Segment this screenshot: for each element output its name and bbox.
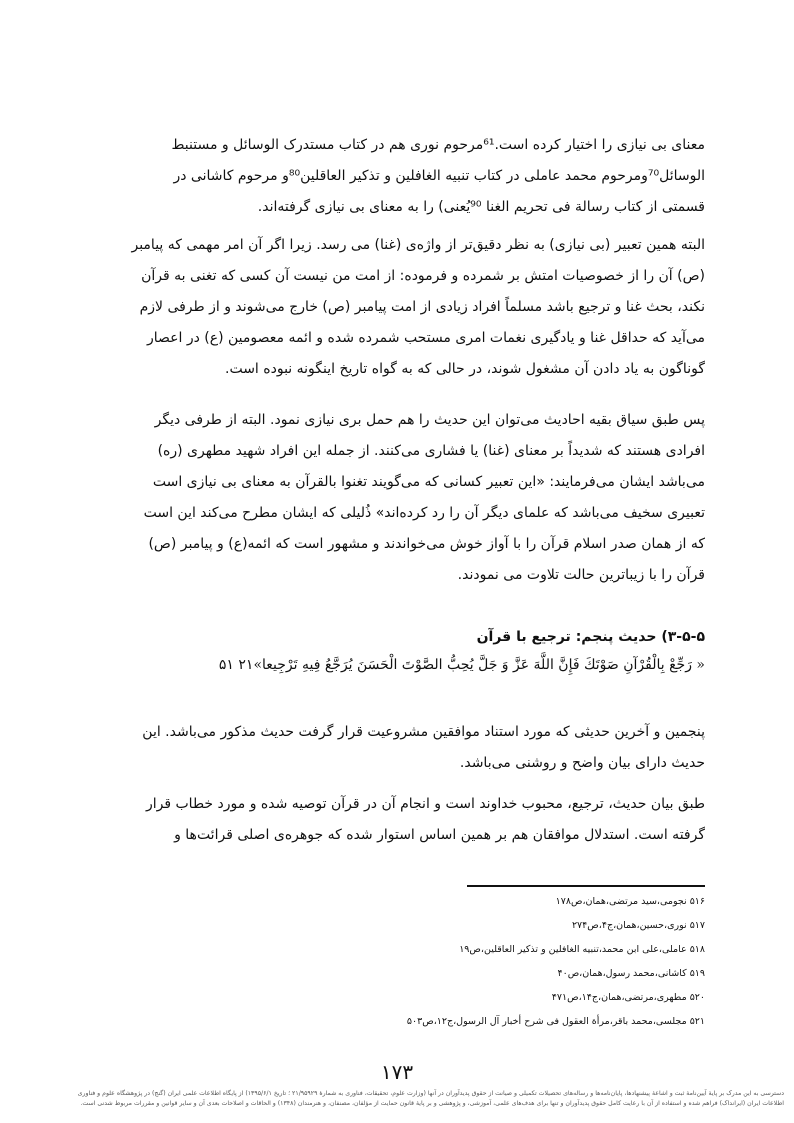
notice-line: دسترسی به این مدرک بر پایهٔ آیین‌نامهٔ ثبت و اشاعهٔ پیشنهادها، پایان‌نامه‌ها و رساله‌های تحصیلات تکمیلی و صیانت از حقوق پدیدآوران در آنها (وزارت علوم، تحقیقات، فناوری به شمارهٔ ۲۱/۹۵۹۲۹ ؛ تاریخ ۱۳۹۵/۶/۱) از پایگاه اطلاعات علمی ایران (گنج) در پژوهشگاه علوم و فناوری (77, 1090, 784, 1097)
footnote-item: ۵۱۷ نوری،حسین،همان،ج۴،ص۲۷۴ (571, 920, 705, 931)
text-line: پس طبق سیاق بقیه احادیث می‌توان این حدیث را هم حمل بری نیازی نمود. البته از طرفی دیگر (154, 412, 705, 428)
text-line: می‌باشد ایشان می‌فرمایند: «این تعبیر کسانی که می‌گویند تغنوا بالقرآن به معنای بی نیازی است (152, 474, 705, 490)
text-line: پنجمین و آخرین حدیثی که مورد استناد موافقین مشروعیت قرار گرفت حدیث مذکور می‌باشد. این (142, 724, 705, 740)
footnote-divider (467, 885, 705, 887)
text-line: الوسائل⁷⁰ومرحوم محمد عاملی در کتاب تنبیه الغافلین و تذکیر العاقلین⁸⁰و مرحوم کاشانی در (173, 168, 705, 184)
text-line: گرفته است. استدلال موافقان هم بر همین اساس استوار شده که جوهره‌ی اصلی قرائت‌ها و (174, 827, 705, 843)
paragraph-4 (120, 717, 705, 779)
paragraph-5 (120, 789, 705, 851)
footnote-item: ۵۱۹ کاشانی،محمد رسول،همان،ص۴۰ (557, 968, 705, 979)
footnote-item: ۵۲۰ مطهری،مرتضی،همان،ج۱۴،ص۴۷۱ (551, 992, 705, 1003)
arabic-text: « رَجِّعْ بِالْقُرْآنِ صَوْتَكَ فَإِنَّ اللَّهَ عَزَّ وَ جَلَّ يُحِبُّ الصَّوْتَ الْحَسَنَ يُرَجَّعُ فِيهِ تَرْجِيعا»۲۱ ۵۱ (218, 657, 705, 673)
footnotes (300, 890, 705, 1034)
footnote-item: ۵۲۱ مجلسی،محمد باقر،مرأة العقول فی شرح أخبار آل الرسول،ج۱۲،ص۵۰۳ (406, 1016, 705, 1027)
text-line: حدیث دارای بیان واضح و روشنی می‌باشد. (459, 755, 705, 771)
text-line: می‌آید که حداقل غنا و یادگیری نغمات امری مستحب شمرده شده و ائمه معصومین (ع) در اعصار (146, 330, 705, 346)
paragraph-3 (120, 405, 705, 591)
text-line: نکند، بحث غنا و ترجیع باشد مسلماً افراد زیادی از امت پیامبر (ص) خارج می‌شوند و از طرفی لازم (139, 299, 705, 315)
text-line: البته همین تعبیر (بی نیازی) به نظر دقیق‌تر از واژه‌ی (غنا) می رسد. زیرا اگر آن امر مهمی که پیامبر (131, 237, 705, 253)
footnote-item: ۵۱۶ نجومی،سید مرتضی،همان،ص۱۷۸ (555, 896, 705, 907)
text-line: افرادی هستند که شدیداً بر معنای (غنا) یا فشاری می‌کنند. از جمله این افراد شهید مطهری (ره) (157, 443, 705, 459)
paragraph-2 (120, 230, 705, 385)
page-number: ۱۷۳ (380, 1060, 414, 1084)
paragraph-1 (120, 130, 705, 223)
text-line: قسمتی از کتاب رسالة فی تحریم الغنا ⁹⁰یُعنی) را به معنای بی نیازی گرفته‌اند. (257, 199, 705, 215)
text-line: طبق بیان حدیث، ترجیع، محبوب خداوند است و انجام آن در قرآن توصیه شده و مورد خطاب قرار (145, 796, 705, 812)
footnote-item: ۵۱۸ عاملی،علی ابن محمد،تنبیه الغافلین و تذکیر العاقلین،ص۱۹ (459, 944, 705, 955)
text-line: گوناگون به یاد دادن آن مشغول شوند، در حالی که به گواه تاریخ اینگونه نبوده است. (225, 361, 705, 377)
notice-line: اطلاعات ایران (ایرانداک) فراهم شده و استفاده از آن با رعایت کامل حقوق پدیدآوران و تنها برای هدف‌های علمی، آموزشی، و پژوهشی و بر پایهٔ قانون حمایت از مؤلفان، مصنفان، و هنرمندان (۱۳۴۸) و الحاقات و اصلاحات بعدی آن و سایر قوانین و مقررات مربوط شدنی است. (80, 1100, 784, 1107)
text-line: معنای بی نیازی را اختیار کرده است.⁶¹مرحوم نوری هم در کتاب مستدرک الوسائل و مستنبط (171, 137, 705, 153)
text-line: قرآن را با زیباترین حالت تلاوت می نمودند. (457, 567, 705, 583)
section-title: ۳-۵-۵) حدیث پنجم: ترجیع با قرآن (476, 629, 705, 645)
text-line: که از همان صدر اسلام قرآن را با آواز خوش می‌خواندند و مشهور است که ائمه(ع) و پیامبر (ص) (148, 536, 705, 552)
section-heading (120, 622, 705, 653)
access-notice (10, 1089, 784, 1109)
text-line: (ص) آن را از خصوصیات امتش بر شمرده و فرموده: از امت من نیست آن کسی که تغنی به قرآن (141, 268, 705, 284)
hadith-quote (120, 650, 705, 681)
text-line: تعبیری سخیف می‌باشد که علمای دیگر آن را رد کرده‌اند» ذُلیلی که ایشان مطرح می‌کند این است (143, 505, 705, 521)
